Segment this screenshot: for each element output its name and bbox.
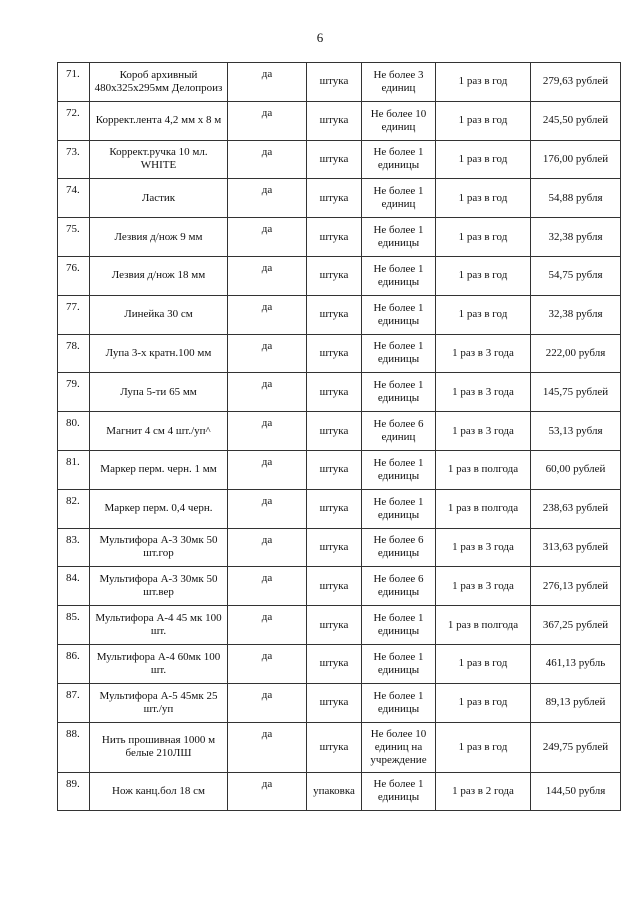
replacement-frequency: 1 раз в год [436,101,531,140]
table-body [58,63,621,811]
replacement-frequency: 1 раз в год [436,179,531,218]
row-number: 79. [58,373,90,412]
item-price: 32,38 рубля [531,218,621,257]
unit-of-measure: штука [307,334,362,373]
unit-of-measure: штука [307,528,362,567]
availability: да [228,489,307,528]
quantity-limit: Не более 6 единицы [362,567,436,606]
item-price: 461,13 рубль [531,644,621,683]
row-number: 75. [58,218,90,257]
quantity-limit: Не более 1 единиц [362,179,436,218]
unit-of-measure: штука [307,450,362,489]
table-row [58,140,621,179]
item-name: Линейка 30 см [90,295,228,334]
item-name: Лезвия д/нож 9 мм [90,218,228,257]
quantity-limit: Не более 1 единицы [362,256,436,295]
availability: да [228,373,307,412]
replacement-frequency: 1 раз в 3 года [436,334,531,373]
replacement-frequency: 1 раз в год [436,722,531,772]
table-row [58,489,621,528]
row-number: 85. [58,606,90,645]
availability: да [228,256,307,295]
unit-of-measure: штука [307,179,362,218]
availability: да [228,644,307,683]
quantity-limit: Не более 1 единицы [362,606,436,645]
quantity-limit: Не более 3 единиц [362,63,436,102]
replacement-frequency: 1 раз в год [436,644,531,683]
unit-of-measure: штука [307,489,362,528]
row-number: 76. [58,256,90,295]
item-name: Лупа 3-х кратн.100 мм [90,334,228,373]
row-number: 81. [58,450,90,489]
item-price: 245,50 рублей [531,101,621,140]
table-row [58,683,621,722]
item-name: Коррект.лента 4,2 мм х 8 м [90,101,228,140]
quantity-limit: Не более 10 единиц на учреждение [362,722,436,772]
item-price: 249,75 рублей [531,722,621,772]
row-number: 88. [58,722,90,772]
table-row [58,450,621,489]
replacement-frequency: 1 раз в 3 года [436,567,531,606]
row-number: 87. [58,683,90,722]
replacement-frequency: 1 раз в год [436,683,531,722]
unit-of-measure: штука [307,295,362,334]
item-name: Лезвия д/нож 18 мм [90,256,228,295]
unit-of-measure: штука [307,140,362,179]
quantity-limit: Не более 10 единиц [362,101,436,140]
availability: да [228,528,307,567]
item-price: 144,50 рубля [531,772,621,811]
item-price: 89,13 рублей [531,683,621,722]
row-number: 72. [58,101,90,140]
unit-of-measure: штука [307,722,362,772]
replacement-frequency: 1 раз в 3 года [436,412,531,451]
replacement-frequency: 1 раз в год [436,63,531,102]
item-name: Лупа 5-ти 65 мм [90,373,228,412]
unit-of-measure: штука [307,373,362,412]
unit-of-measure: штука [307,256,362,295]
table-row [58,412,621,451]
item-name: Маркер перм. черн. 1 мм [90,450,228,489]
quantity-limit: Не более 1 единицы [362,334,436,373]
item-price: 32,38 рубля [531,295,621,334]
item-name: Магнит 4 см 4 шт./уп^ [90,412,228,451]
unit-of-measure: штука [307,101,362,140]
row-number: 80. [58,412,90,451]
table-row [58,63,621,102]
availability: да [228,295,307,334]
page-number: 6 [316,30,324,45]
availability: да [228,218,307,257]
quantity-limit: Не более 1 единицы [362,140,436,179]
item-price: 279,63 рублей [531,63,621,102]
availability: да [228,63,307,102]
item-name: Нить прошивная 1000 м белые 210ЛШ [90,722,228,772]
row-number: 74. [58,179,90,218]
item-name: Мультифора А-4 45 мк 100 шт. [90,606,228,645]
table-row [58,644,621,683]
availability: да [228,772,307,811]
quantity-limit: Не более 1 единицы [362,450,436,489]
table-row [58,334,621,373]
table-row [58,373,621,412]
item-price: 238,63 рублей [531,489,621,528]
replacement-frequency: 1 раз в 3 года [436,373,531,412]
item-price: 54,75 рубля [531,256,621,295]
row-number: 89. [58,772,90,811]
quantity-limit: Не более 1 единицы [362,683,436,722]
supplies-table [57,62,621,811]
item-price: 176,00 рублей [531,140,621,179]
item-price: 60,00 рублей [531,450,621,489]
availability: да [228,140,307,179]
quantity-limit: Не более 6 единицы [362,528,436,567]
item-price: 276,13 рублей [531,567,621,606]
quantity-limit: Не более 1 единицы [362,218,436,257]
unit-of-measure: штука [307,683,362,722]
item-price: 54,88 рубля [531,179,621,218]
replacement-frequency: 1 раз в полгода [436,489,531,528]
row-number: 78. [58,334,90,373]
item-name: Мультифора А-5 45мк 25 шт./уп [90,683,228,722]
row-number: 86. [58,644,90,683]
replacement-frequency: 1 раз в полгода [436,450,531,489]
availability: да [228,683,307,722]
item-price: 222,00 рубля [531,334,621,373]
row-number: 82. [58,489,90,528]
table-row [58,772,621,811]
unit-of-measure: штука [307,412,362,451]
item-name: Мультифора А-4 60мк 100 шт. [90,644,228,683]
unit-of-measure: штука [307,63,362,102]
item-name: Мультифора А-3 30мк 50 шт.гор [90,528,228,567]
item-name: Коррект.ручка 10 мл. WHITE [90,140,228,179]
unit-of-measure: штука [307,567,362,606]
availability: да [228,412,307,451]
quantity-limit: Не более 1 единицы [362,489,436,528]
availability: да [228,101,307,140]
table-row [58,218,621,257]
unit-of-measure: упаковка [307,772,362,811]
quantity-limit: Не более 1 единицы [362,373,436,412]
table-row [58,606,621,645]
item-name: Мультифора А-3 30мк 50 шт.вер [90,567,228,606]
table-row [58,101,621,140]
table-row [58,567,621,606]
availability: да [228,567,307,606]
replacement-frequency: 1 раз в 2 года [436,772,531,811]
availability: да [228,606,307,645]
unit-of-measure: штука [307,218,362,257]
row-number: 83. [58,528,90,567]
unit-of-measure: штука [307,644,362,683]
replacement-frequency: 1 раз в 3 года [436,528,531,567]
item-price: 313,63 рублей [531,528,621,567]
quantity-limit: Не более 1 единицы [362,772,436,811]
availability: да [228,179,307,218]
replacement-frequency: 1 раз в полгода [436,606,531,645]
item-price: 367,25 рублей [531,606,621,645]
row-number: 77. [58,295,90,334]
item-name: Нож канц.бол 18 см [90,772,228,811]
item-price: 145,75 рублей [531,373,621,412]
unit-of-measure: штука [307,606,362,645]
item-name: Ластик [90,179,228,218]
table-row [58,295,621,334]
row-number: 73. [58,140,90,179]
replacement-frequency: 1 раз в год [436,218,531,257]
row-number: 84. [58,567,90,606]
replacement-frequency: 1 раз в год [436,256,531,295]
quantity-limit: Не более 6 единиц [362,412,436,451]
table-row [58,528,621,567]
availability: да [228,450,307,489]
item-name: Короб архивный 480х325х295мм Делопроиз [90,63,228,102]
table-row [58,256,621,295]
table-row [58,722,621,772]
quantity-limit: Не более 1 единицы [362,644,436,683]
item-price: 53,13 рубля [531,412,621,451]
replacement-frequency: 1 раз в год [436,140,531,179]
row-number: 71. [58,63,90,102]
availability: да [228,334,307,373]
replacement-frequency: 1 раз в год [436,295,531,334]
availability: да [228,722,307,772]
table-row [58,179,621,218]
item-name: Маркер перм. 0,4 черн. [90,489,228,528]
quantity-limit: Не более 1 единицы [362,295,436,334]
